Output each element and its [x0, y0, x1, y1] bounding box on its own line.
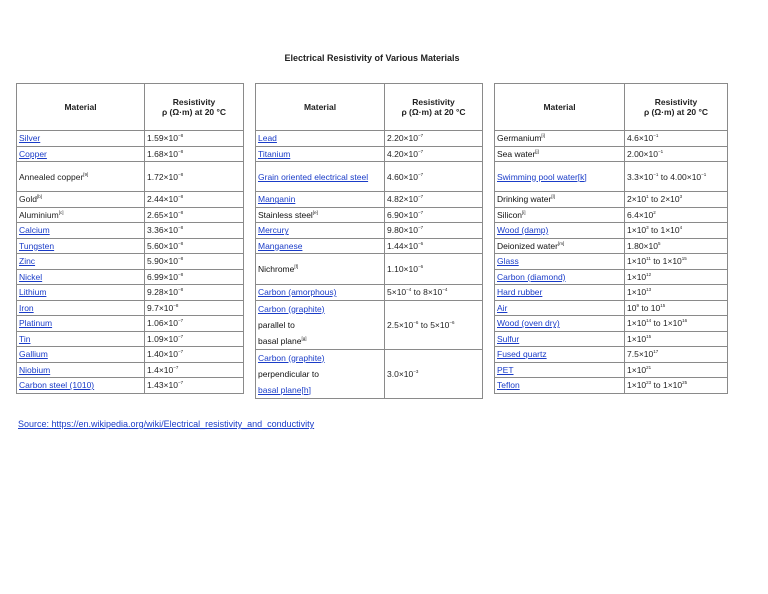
- table-row-name[interactable]: Sulfur: [495, 331, 625, 347]
- header-material: Material: [495, 84, 625, 131]
- table-row-name[interactable]: Tin: [17, 331, 145, 347]
- table-row-value: $6.99\times 10^{-8}$: [145, 269, 244, 285]
- table-row-name: Stainless steel[e]: [256, 207, 385, 223]
- table-row-name[interactable]: Tungsten: [17, 238, 145, 254]
- table-row-value: $1.06\times 10^{-7}$: [145, 316, 244, 332]
- table-row-value: $9.80\times 10^{-7}$: [385, 223, 483, 239]
- table-row-name[interactable]: Nickel: [17, 269, 145, 285]
- graphite-link[interactable]: Carbon (graphite): [258, 352, 325, 363]
- table-row-name: Silicon[i]: [495, 207, 625, 223]
- table-row-name: Carbon (graphite) perpendicular to basal plane[h]: [256, 349, 385, 398]
- table-row-value: $2.20\times 10^{-7}$: [385, 131, 483, 147]
- table-row-name[interactable]: Lead: [256, 131, 385, 147]
- source-link[interactable]: Source: https://en.wikipedia.org/wiki/Electrical_resistivity_and_conductivity: [18, 419, 315, 429]
- table-row-value: $1\times 10^{12}$: [625, 269, 728, 285]
- table-row-name[interactable]: PET: [495, 362, 625, 378]
- table-row-name[interactable]: Niobium: [17, 362, 145, 378]
- header-material: Material: [17, 84, 145, 131]
- table-row-value: $4.60\times 10^{-7}$: [385, 162, 483, 192]
- table-row-value: $2\times 10^1$ to $2\times 10^3$: [625, 192, 728, 208]
- table-row-value: $1.43\times 10^{-7}$: [145, 378, 244, 394]
- basal-plane-link[interactable]: basal plane[h]: [258, 384, 311, 395]
- table-row-value: $2.5\times 10^{-6}$ to $5\times 10^{-6}$: [385, 300, 483, 349]
- table-row-value: $1.72\times 10^{-8}$: [145, 162, 244, 192]
- table-row-name: Carbon (graphite) parallel to basal plane[g]: [256, 300, 385, 349]
- table-row-value: $1\times 10^{15}$: [625, 331, 728, 347]
- table-row-value: $1\times 10^{13}$: [625, 285, 728, 301]
- table-row-value: $5.60\times 10^{-8}$: [145, 238, 244, 254]
- header-resistivity: Resistivity ρ (Ω·m) at 20 °C: [625, 84, 728, 131]
- table-row-value: $3.3\times 10^{-1}$ to $4.00\times 10^{-1}$: [625, 162, 728, 192]
- table-row-name: Annealed copper[9]: [17, 162, 145, 192]
- table-row-value: $1.10\times 10^{-6}$: [385, 254, 483, 285]
- table-row-value: $1\times 10^3$ to $1\times 10^4$: [625, 223, 728, 239]
- table-row-name[interactable]: Manganin: [256, 192, 385, 208]
- table-row-name[interactable]: Gallium: [17, 347, 145, 363]
- table-row-value: $6.90\times 10^{-7}$: [385, 207, 483, 223]
- table-row-value: $5.90\times 10^{-8}$: [145, 254, 244, 270]
- resistivity-table-3: [494, 83, 728, 394]
- table-row-name[interactable]: Air: [495, 300, 625, 316]
- table-row-name: Drinking water[l]: [495, 192, 625, 208]
- header-resistivity: Resistivity ρ (Ω·m) at 20 °C: [385, 84, 483, 131]
- table-row-value: $1.4\times 10^{-7}$: [145, 362, 244, 378]
- table-row-value: $1\times 10^{21}$: [625, 362, 728, 378]
- header-material: Material: [256, 84, 385, 131]
- table-row-name[interactable]: Zinc: [17, 254, 145, 270]
- table-row-value: $4.82\times 10^{-7}$: [385, 192, 483, 208]
- table-row-value: $2.65\times 10^{-8}$: [145, 207, 244, 223]
- header-resistivity: Resistivity ρ (Ω·m) at 20 °C: [145, 84, 244, 131]
- table-row-name[interactable]: Silver: [17, 131, 145, 147]
- table-row-value: $4.20\times 10^{-7}$: [385, 146, 483, 162]
- table-row-name[interactable]: Fused quartz: [495, 347, 625, 363]
- table-row-name[interactable]: Wood (oven dry): [495, 316, 625, 332]
- table-row-name: Aluminium[c]: [17, 207, 145, 223]
- table-row-value: $1.68\times 10^{-8}$: [145, 146, 244, 162]
- table-row-name: Nichrome[f]: [256, 254, 385, 285]
- table-row-value: $1.09\times 10^{-7}$: [145, 331, 244, 347]
- table-row-value: $1.40\times 10^{-7}$: [145, 347, 244, 363]
- table-row-value: $1\times 10^{23}$ to $1\times 10^{25}$: [625, 378, 728, 394]
- table-row-name[interactable]: Calcium: [17, 223, 145, 239]
- page-title: Electrical Resistivity of Various Materials: [284, 53, 460, 63]
- table-row-name[interactable]: Copper: [17, 146, 145, 162]
- resistivity-table-1: [16, 83, 244, 394]
- resistivity-table-2: [255, 83, 483, 399]
- table-row-value: $6.4\times 10^2$: [625, 207, 728, 223]
- table-row-value: $1.59\times 10^{-8}$: [145, 131, 244, 147]
- graphite-link[interactable]: Carbon (graphite): [258, 303, 325, 314]
- table-row-value: $9.28\times 10^{-8}$: [145, 285, 244, 301]
- table-row-name[interactable]: Iron: [17, 300, 145, 316]
- table-row-name[interactable]: Lithium: [17, 285, 145, 301]
- table-row-value: $10^9$ to $10^{15}$: [625, 300, 728, 316]
- table-row-name[interactable]: Carbon (amorphous): [256, 285, 385, 301]
- table-row-name[interactable]: Glass: [495, 254, 625, 270]
- table-row-value: $9.7\times 10^{-8}$: [145, 300, 244, 316]
- table-row-value: $1.80\times 10^5$: [625, 238, 728, 254]
- table-row-value: $2.00\times 10^{-1}$: [625, 146, 728, 162]
- table-row-name[interactable]: Carbon steel (1010): [17, 378, 145, 394]
- table-row-name: Gold[b]: [17, 192, 145, 208]
- table-row-name[interactable]: Mercury: [256, 223, 385, 239]
- table-row-value: $2.44\times 10^{-8}$: [145, 192, 244, 208]
- table-row-name[interactable]: Platinum: [17, 316, 145, 332]
- table-row-name: Deionized water[m]: [495, 238, 625, 254]
- table-row-name[interactable]: Titanium: [256, 146, 385, 162]
- table-row-name[interactable]: Teflon: [495, 378, 625, 394]
- table-row-name: Germanium[i]: [495, 131, 625, 147]
- table-row-name[interactable]: Wood (damp): [495, 223, 625, 239]
- table-row-value: $7.5\times 10^{17}$: [625, 347, 728, 363]
- table-row-name: Sea water[j]: [495, 146, 625, 162]
- table-row-value: $3.36\times 10^{-8}$: [145, 223, 244, 239]
- table-row-value: $3.0\times 10^{-3}$: [385, 349, 483, 398]
- table-row-value: $1.44\times 10^{-6}$: [385, 238, 483, 254]
- table-row-value: $1\times 10^{14}$ to $1\times 10^{16}$: [625, 316, 728, 332]
- table-row-name[interactable]: Grain oriented electrical steel: [256, 162, 385, 192]
- table-row-value: $4.6\times 10^{-1}$: [625, 131, 728, 147]
- table-row-name[interactable]: Hard rubber: [495, 285, 625, 301]
- table-row-name[interactable]: Carbon (diamond): [495, 269, 625, 285]
- table-row-name[interactable]: Swimming pool water[k]: [495, 162, 625, 192]
- table-row-name[interactable]: Manganese: [256, 238, 385, 254]
- table-row-value: $1\times 10^{11}$ to $1\times 10^{15}$: [625, 254, 728, 270]
- table-row-value: $5\times 10^{-4}$ to $8\times 10^{-4}$: [385, 285, 483, 301]
